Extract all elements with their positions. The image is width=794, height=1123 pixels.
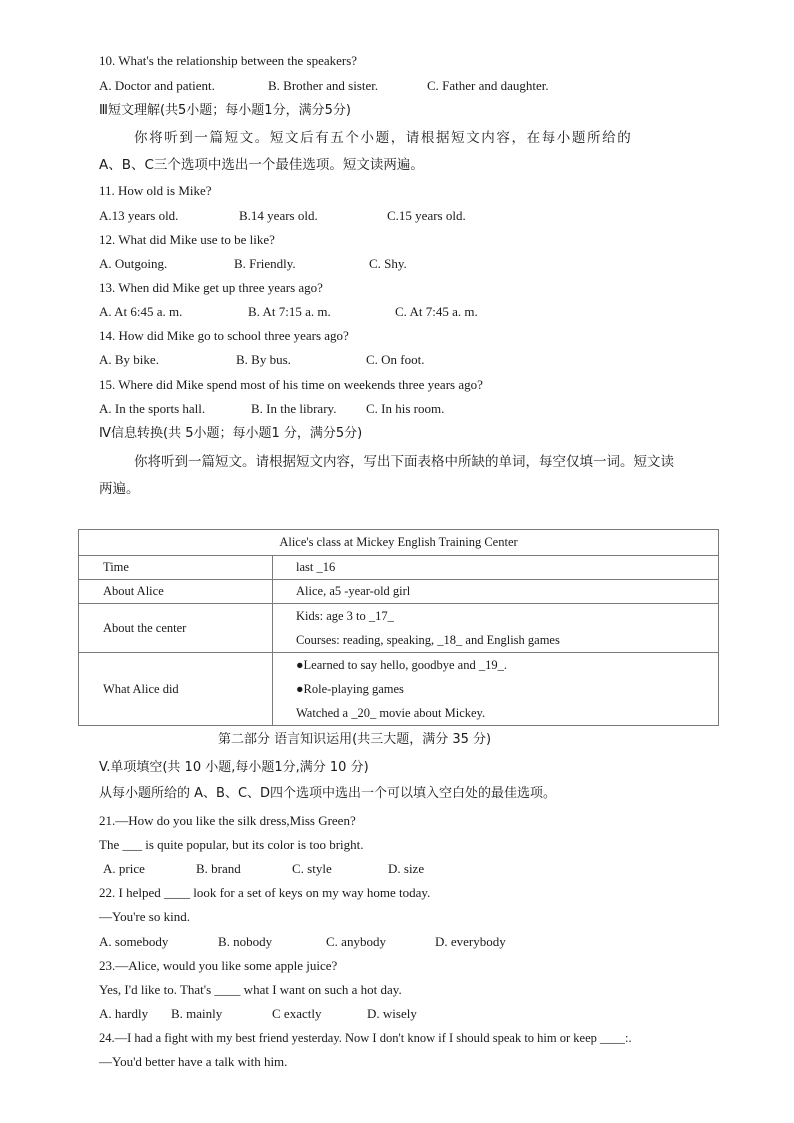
question-12-option-c: C. Shy. — [369, 256, 407, 271]
section-4-heading: Ⅳ信息转换(共 5小题；每小题1 分，满分5分) — [99, 426, 363, 441]
question-14-option-b: B. By bus. — [236, 352, 291, 367]
table-caption: Alice's class at Mickey English Training Center — [79, 530, 719, 556]
question-24-line2: —You'd better have a talk with him. — [99, 1054, 288, 1069]
row-label: About the center — [79, 604, 273, 653]
question-13-option-c: C. At 7:45 a. m. — [395, 304, 478, 319]
question-13-stem: 13. When did Mike get up three years ago? — [99, 280, 323, 295]
question-22-option-b: B. nobody — [218, 934, 273, 949]
question-15-stem: 15. Where did Mike spend most of his time on weekends three years ago? — [99, 377, 483, 392]
question-22-line1: 22. I helped ____ look for a set of keys on my way home today. — [99, 885, 431, 900]
question-23-option-d: D. wisely — [367, 1006, 417, 1021]
question-10-option-a: A. Doctor and patient. — [99, 78, 215, 93]
question-12-option-b: B. Friendly. — [234, 256, 296, 271]
section-5-instruction: 从每小题所给的 A、B、C、D四个选项中选出一个可以填入空白处的最佳选项。 — [99, 786, 557, 801]
question-11-option-c: C.15 years old. — [387, 208, 466, 223]
info-table — [78, 529, 719, 726]
question-15-option-b: B. In the library. — [251, 401, 337, 416]
question-23-line1: 23.—Alice, would you like some apple juice? — [99, 958, 338, 973]
part-2-heading: 第二部分 语言知识运用(共三大题，满分 35 分) — [218, 732, 492, 747]
question-10-stem: 10. What's the relationship between the speakers? — [99, 53, 358, 68]
section-3-heading: Ⅲ短文理解(共5小题；每小题1分，满分5分) — [99, 103, 351, 118]
section-4-instruction-line2: 两遍。 — [99, 481, 140, 497]
table-row — [79, 653, 719, 726]
row-value: Alice, a5 -year-old girl — [273, 580, 719, 604]
question-11-stem: 11. How old is Mike? — [99, 183, 212, 198]
table-row — [79, 580, 719, 604]
section-4-instruction-line1: 你将听到一篇短文。请根据短文内容，写出下面表格中所缺的单词，每空仅填一词。短文读 — [134, 454, 674, 470]
row-value — [273, 604, 719, 653]
row-label: What Alice did — [79, 653, 273, 726]
question-15-option-c: C. In his room. — [366, 401, 445, 416]
row-value-line: Kids: age 3 to _17_ — [296, 609, 394, 623]
question-21-option-d: D. size — [388, 861, 425, 876]
question-13-option-a: A. At 6:45 a. m. — [99, 304, 183, 319]
table-row — [79, 556, 719, 580]
row-value: last _16 — [273, 556, 719, 580]
row-label: About Alice — [79, 580, 273, 604]
question-13-option-b: B. At 7:15 a. m. — [248, 304, 331, 319]
question-23-option-b: B. mainly — [171, 1006, 223, 1021]
row-value-line: ●Learned to say hello, goodbye and _19_. — [296, 658, 507, 672]
question-22-option-d: D. everybody — [435, 934, 506, 949]
question-22-option-c: C. anybody — [326, 934, 386, 949]
question-12-stem: 12. What did Mike use to be like? — [99, 232, 275, 247]
question-21-line2: The ___ is quite popular, but its color is too bright. — [99, 837, 364, 852]
question-21-option-c: C. style — [292, 861, 332, 876]
row-value-line: Courses: reading, speaking, _18_ and English games — [296, 633, 560, 647]
question-15-option-a: A. In the sports hall. — [99, 401, 206, 416]
row-value-line: ●Role-playing games — [296, 682, 404, 696]
question-21-line1: 21.—How do you like the silk dress,Miss Green? — [99, 813, 356, 828]
row-value — [273, 653, 719, 726]
question-23-line2: Yes, I'd like to. That's ____ what I want on such a hot day. — [99, 982, 402, 997]
question-14-option-a: A. By bike. — [99, 352, 159, 367]
table-row — [79, 604, 719, 653]
section-5-heading: V.单项填空(共 10 小题,每小题1分,满分 10 分) — [99, 760, 369, 775]
question-22-option-a: A. somebody — [99, 934, 169, 949]
question-14-stem: 14. How did Mike go to school three years ago? — [99, 328, 349, 343]
section-3-instruction-line1: 你将听到一篇短文。短文后有五个小题，请根据短文内容，在每小题所给的 — [134, 130, 633, 146]
section-3-instruction-line2: A、B、C三个选项中选出一个最佳选项。短文读两遍。 — [99, 157, 424, 173]
row-value-line: Watched a _20_ movie about Mickey. — [296, 706, 486, 720]
question-11-option-a: A.13 years old. — [99, 208, 179, 223]
question-14-option-c: C. On foot. — [366, 352, 425, 367]
question-10-option-b: B. Brother and sister. — [268, 78, 379, 93]
question-24-line1: 24.—I had a fight with my best friend yesterday. Now I don't know if I should speak to him or keep ____:. — [99, 1031, 632, 1045]
question-11-option-b: B.14 years old. — [239, 208, 318, 223]
question-10-option-c: C. Father and daughter. — [427, 78, 549, 93]
question-21-option-a: A. price — [103, 861, 145, 876]
question-21-option-b: B. brand — [196, 861, 241, 876]
row-label: Time — [79, 556, 273, 580]
question-12-option-a: A. Outgoing. — [99, 256, 168, 271]
question-22-line2: —You're so kind. — [99, 909, 190, 924]
question-23-option-c: C exactly — [272, 1006, 322, 1021]
question-23-option-a: A. hardly — [99, 1006, 149, 1021]
